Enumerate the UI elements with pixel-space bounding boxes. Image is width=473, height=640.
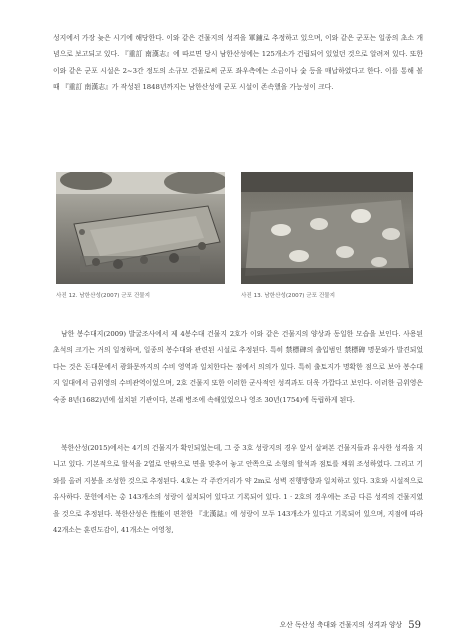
running-title: 오산 독산성 축대와 건물지의 성격과 양상 xyxy=(279,621,403,629)
body-paragraph-3: 북한산성(2015)에서는 4기의 건물지가 확인되었는데, 그 중 3호 성랑지의 경우 앞서 살펴본 건물지들과 유사한 성격을 지니고 있다. 기본적으로 할석을 2열로 안팎으로 면을 맞추어 놓고 안쪽으로 소형의 할석과 점토를 채워 조성하였다. 그리고 기와를 올려 지붕을 조성한 것으로 추정된다. 4호는 각 주칸거리가 약 2m로 성벽 진행방향과 일치하고 있다. 3호와 시설적으로 유사하다. 문헌에서는 총 143개소의 성랑이 설치되어 있다고 기록되어 있다. 1 · 2호의 경우에는 조금 다른 성격의 건물지였을 것으로 추정된다. 북한산성은 性能이 편찬한 『北漢誌』에 성랑이 모두 143개소가 있다고 기록되어 있으며, 지점에 따라 42개소는 훈련도감이, 41개소는 어영청, xyxy=(53,444,423,535)
photo-caption-right: 사진 13. 남한산성(2007) 군포 건물지 xyxy=(241,293,336,299)
page-number: 59 xyxy=(408,620,421,631)
excavation-photo-right xyxy=(241,172,413,284)
body-paragraph-2: 남한 봉수대지(2009) 발굴조사에서 제 4봉수대 건물지 2호가 이와 같은 건물지의 양상과 동일한 모습을 보인다. 사용된 초석의 크기는 거의 일정하며, 일종의 봉수대와 관련된 시설로 추정된다. 특히 禁標碑의 출입범인 禁標碑 명문와가 발견되었다는 것은 돈대문에서 광화문까지의 수비 영역과 일치한다는 점에서 의의가 있다. 특히 출토지가 명확한 점으로 보아 봉수대지 일대에서 금위영의 수비관역이었으며, 2호 건물지 또한 이러한 군사적인 성격과도 더욱 가깝다고 보인다. 이러한 금위영은 숙종 8년(1682)년에 설치된 기관이다, 본래 병조에 속해있었으나 영조 30년(1754)에 독립하게 된다. xyxy=(53,330,423,404)
page-footer xyxy=(280,619,421,631)
photo-caption-left: 사진 12. 남한산성(2007) 군포 건물지 xyxy=(56,293,151,299)
body-paragraph-1: 성지에서 가장 늦은 시기에 해당한다. 이와 같은 건물지의 성격을 軍鋪로 추정하고 있으며, 이와 같은 군포는 일종의 초소 개념으로 보고되고 있다. 『重訂 南漢志』에 따르면 당시 남한산성에는 125개소가 건립되어 있었던 것으로 알려져 있다. 또한 이와 같은 군포 시설은 2~3간 정도의 소규모 건물로써 군포 좌우측에는 소금이나 숯 등을 매납하였다고 한다. 이를 통해 볼 때 『重訂 南漢志』가 작성된 1848년까지는 남한산성에 군포 시설이 존속했을 가능성이 크다. xyxy=(53,34,423,92)
excavation-photo-left xyxy=(56,172,225,284)
